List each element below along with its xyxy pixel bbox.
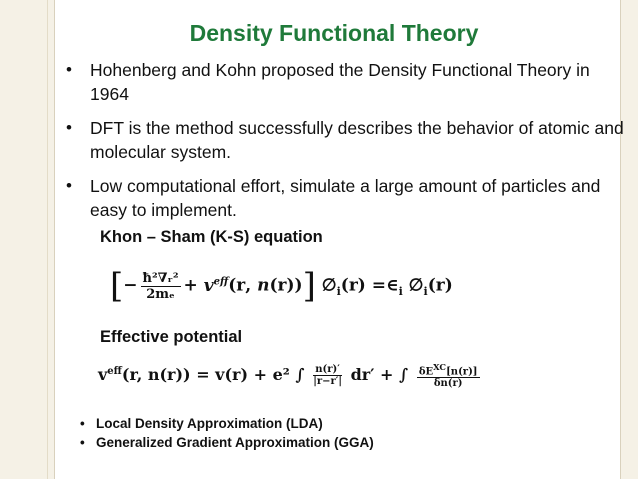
bullet-icon: • bbox=[66, 60, 72, 79]
bullet-icon: • bbox=[66, 176, 72, 195]
bullet-item: • DFT is the method successfully describes the behavior of atomic and molecular system. bbox=[66, 118, 624, 162]
bullet-icon: • bbox=[80, 416, 85, 431]
left-decorative-stripe bbox=[0, 0, 55, 479]
bullet-item: • Hohenberg and Kohn proposed the Density Functional Theory in 1964 bbox=[66, 60, 590, 104]
ks-equation-formula: [− $\frac{\text{ħ²∇ᵣ²}}{\text{2mₑ}}$ + $v^{eff}(r$, n(r))] $\emptyset_i(r)$ $=\in_i$ $\emptyset_i(r)$ bbox=[110, 266, 453, 306]
bullet-list bbox=[66, 58, 626, 232]
bullet-icon: • bbox=[80, 435, 85, 450]
slide-title: Density Functional Theory bbox=[189, 20, 479, 46]
approximation-item: • Generalized Gradient Approximation (GGA) bbox=[80, 435, 374, 450]
effective-potential-heading: Effective potential bbox=[100, 328, 243, 346]
ks-equation-heading: Khon – Sham (K-S) equation bbox=[100, 228, 323, 246]
approximation-item: • Local Density Approximation (LDA) bbox=[80, 416, 323, 431]
approximation-list bbox=[80, 414, 374, 452]
effective-potential-formula: $v^{eff}(r$, n(r)) = v(r) + e² ∫ $\frac{n(r)'}{|r-r'|}$ dr′ + ∫ $\frac{\delta E^{XC}[n(r)]}{\delta n(r)}$ bbox=[98, 362, 478, 390]
bullet-icon: • bbox=[66, 118, 72, 137]
bullet-item: • Low computational effort, simulate a large amount of particles and easy to implement. bbox=[66, 176, 601, 220]
